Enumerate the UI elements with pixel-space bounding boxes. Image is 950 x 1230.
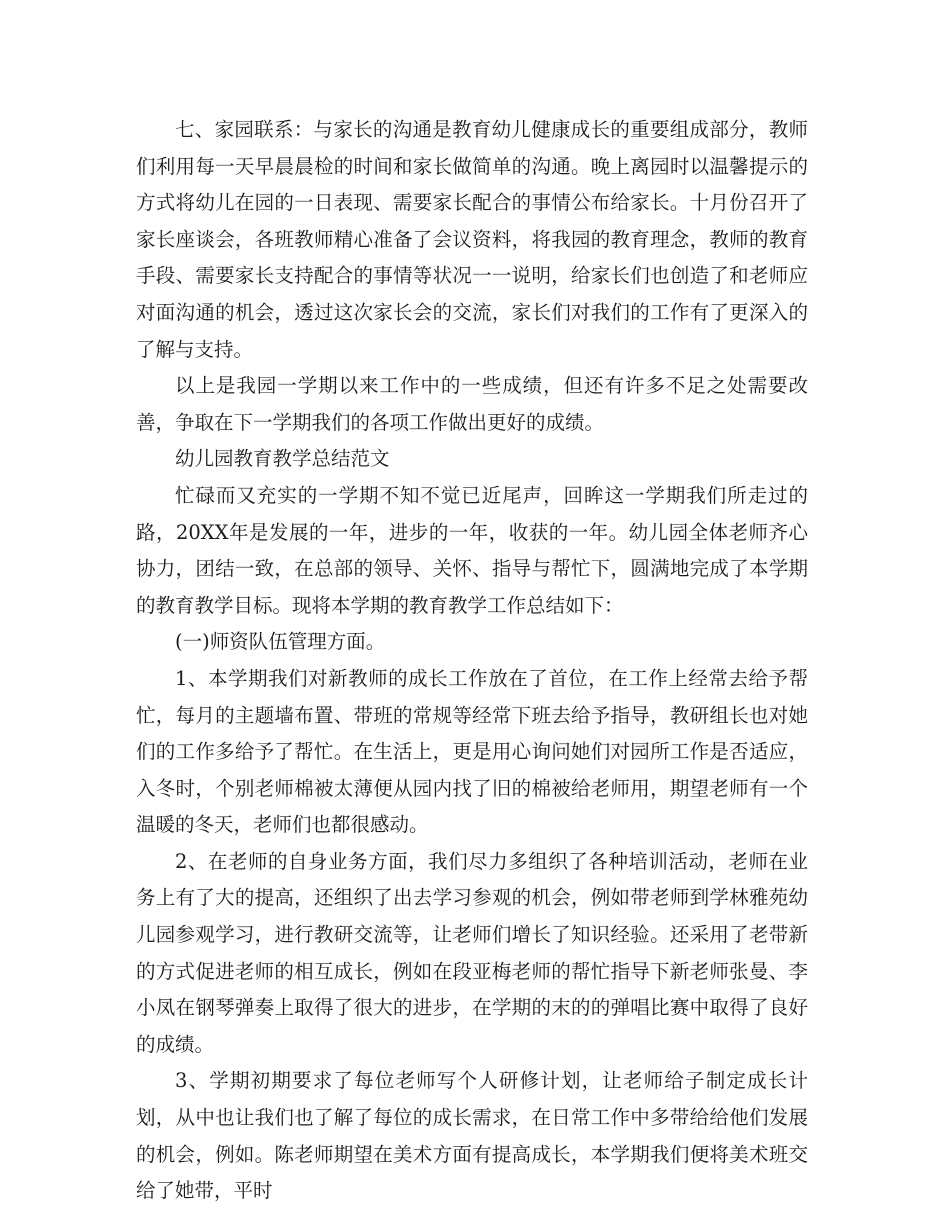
section-title: 幼儿园教育教学总结范文 xyxy=(175,447,390,471)
paragraph-item-2: 2、在老师的自身业务方面，我们尽力多组织了各种培训活动，老师在业务上有了大的提高，还组织了出去学习参观的机会，例如带老师到学林雅苑幼儿园参观学习，进行教研交流等，让老师们增长了知识经验。还采用了老带新的方式促进老师的相互成长，例如在段亚梅老师的帮忙指导下新老师张曼、李小凤在钢琴弹奏上取得了很大的进步，在学期的末的的弹唱比赛中取得了良好的成绩。 xyxy=(136,849,808,1056)
section-heading-staff-management: (一)师资队伍管理方面。 xyxy=(175,630,386,654)
paragraph-introduction: 忙碌而又充实的一学期不知不觉已近尾声，回眸这一学期我们所走过的路，20XX年是发展的一年，进步的一年，收获的一年。幼儿园全体老师齐心协力，团结一致，在总部的领导、关怀、指导与帮忙下，圆满地完成了本学期的教育教学目标。现将本学期的教育教学工作总结如下： xyxy=(136,483,808,617)
paragraph-home-school-contact: 七、家园联系：与家长的沟通是教育幼儿健康成长的重要组成部分，教师们利用每一天早晨晨检的时间和家长做简单的沟通。晚上离园时以温馨提示的方式将幼儿在园的一日表现、需要家长配合的事情公布给家长。十月份召开了家长座谈会，各班教师精心准备了会议资料，将我园的教育理念，教师的教育手段、需要家长支持配合的事情等状况一一说明，给家长们也创造了和老师应对面沟通的机会，透过这次家长会的交流，家长们对我们的工作有了更深入的了解与支持。 xyxy=(136,118,808,361)
document-body xyxy=(136,112,808,1210)
paragraph-item-1: 1、本学期我们对新教师的成长工作放在了首位，在工作上经常去给予帮忙，每月的主题墙布置、带班的常规等经常下班去给予指导，教研组长也对她们的工作多给予了帮忙。在生活上，更是用心询问她们对园所工作是否适应，入冬时，个别老师棉被太薄便从园内找了旧的棉被给老师用，期望老师有一个温暖的冬天，老师们也都很感动。 xyxy=(136,666,808,837)
paragraph-item-3: 3、学期初期要求了每位老师写个人研修计划，让老师给子制定成长计划，从中也让我们也了解了每位的成长需求，在日常工作中多带给给他们发展的机会，例如。陈老师期望在美术方面有提高成长，本学期我们便将美术班交给了她带，平时 xyxy=(136,1069,808,1203)
paragraph-summary-conclusion: 以上是我园一学期以来工作中的一些成绩，但还有许多不足之处需要改善，争取在下一学期我们的各项工作做出更好的成绩。 xyxy=(136,374,808,434)
